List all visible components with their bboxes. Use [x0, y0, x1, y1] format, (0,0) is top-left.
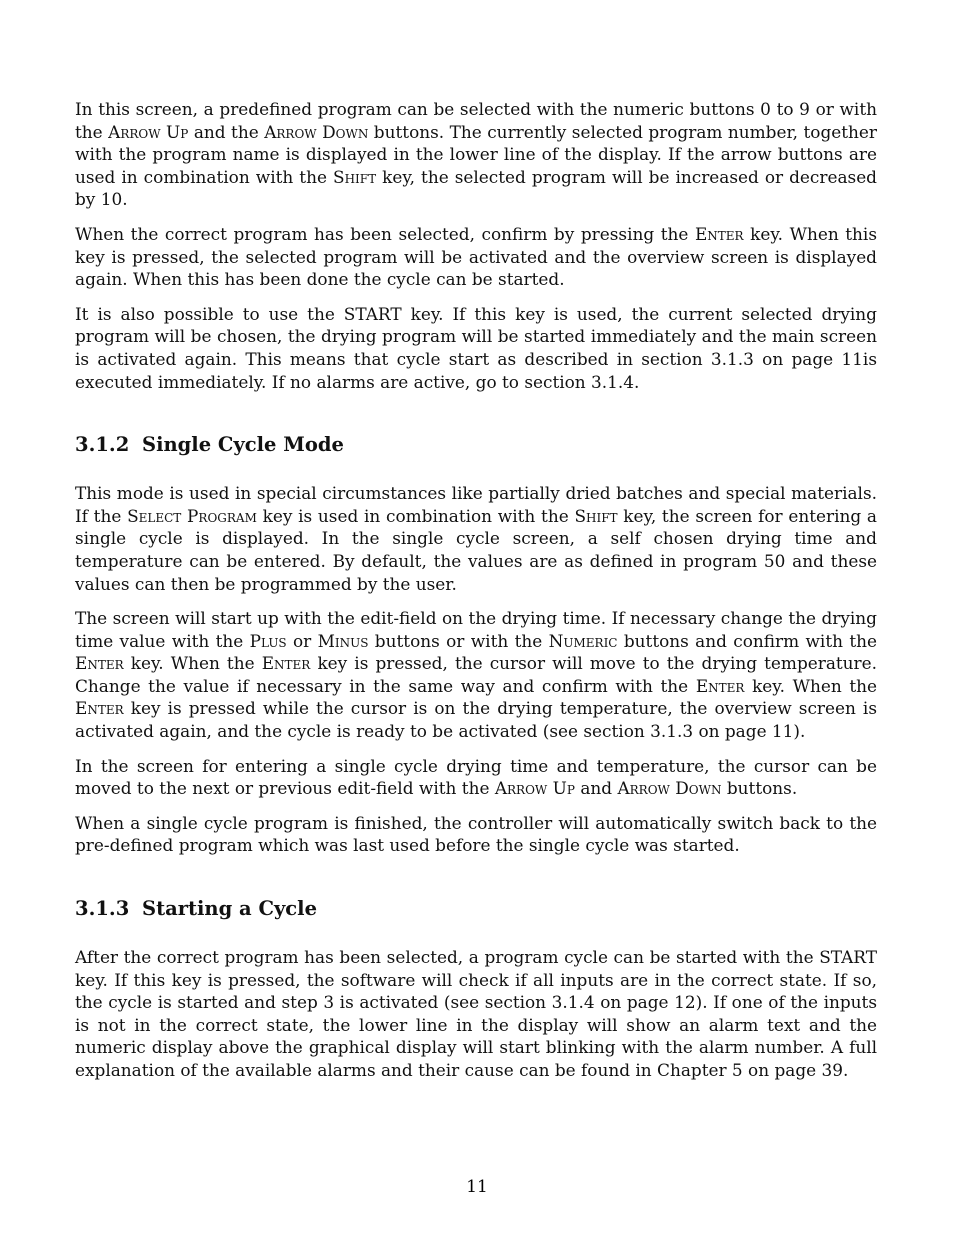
page-number: 11: [466, 1176, 488, 1196]
key-name: Arrow Up: [494, 778, 575, 799]
key-name: Enter: [694, 223, 744, 244]
key-name: Minus: [317, 630, 369, 651]
section-number: 3.1.2: [75, 433, 130, 457]
section-number: 3.1.3: [75, 897, 130, 921]
key-name: Enter: [75, 653, 124, 674]
key-name: Shift: [574, 505, 618, 526]
section-title: Starting a Cycle: [142, 897, 317, 921]
document-body: [75, 98, 877, 1094]
key-name: Shift: [333, 166, 377, 187]
paragraph-program-selection: In this screen, a predefined program can be selected with the numeric buttons 0 to 9 or with the Arrow Up and the Arrow Down buttons. The currently selected program number, together with the program name is displayed in the lower line of the display. If the arrow buttons are used in combination with the Shift key, the selected program will be increased or decreased by 10.: [75, 99, 878, 210]
paragraph-single-cycle-finished: When a single cycle program is finished, the controller will automatically switch back to the pre-defined program which was last used before the single cycle was started.: [75, 812, 877, 856]
paragraph-confirm-program: When the correct program has been selected, confirm by pressing the Enter key. When this key is pressed, the selected program will be activated and the overview screen is displayed again. When this has been done the cycle can be started.: [75, 223, 877, 290]
paragraph-starting-cycle: After the correct program has been selected, a program cycle can be started with the START key. If this key is pressed, the software will check if all inputs are in the correct state. If so, the cycle is started and step 3 is activated (see section 3.1.4 on page 12). If one of the inputs is not in the correct state, the lower line in the display will show an alarm text and the numeric display above the graphical display will start blinking with the alarm number. A full explanation of the available alarms and their cause can be found in Chapter 5 on page 39.: [75, 947, 877, 1080]
key-name: Numeric: [548, 630, 618, 651]
paragraph-start-key: It is also possible to use the START key. If this key is used, the current selected drying program will be chosen, the drying program will be started immediately and the main screen is activated again. This means that cycle start as described in section 3.1.3 on page 11is executed immediately. If no alarms are active, go to section 3.1.4.: [75, 303, 877, 392]
section-title: Single Cycle Mode: [142, 433, 344, 457]
key-name: Enter: [261, 653, 311, 674]
section-heading-single-cycle-mode: [75, 433, 877, 457]
key-name: Arrow Down: [617, 778, 722, 799]
key-name: Enter: [695, 675, 745, 696]
key-name: Arrow Up: [108, 121, 189, 142]
key-name: Arrow Down: [264, 121, 369, 142]
paragraph-single-cycle-intro: This mode is used in special circumstances like partially dried batches and special materials. If the Select Program key is used in combination with the Shift key, the screen for entering a single cycle is displayed. In the single cycle screen, a self chosen drying time and temperature can be entered. By default, the values are as defined in program 50 and these values can then be programmed by the user.: [75, 483, 877, 594]
paragraph-cursor-movement: In the screen for entering a single cycle drying time and temperature, the cursor can be moved to the next or previous edit-field with the Arrow Up and Arrow Down buttons.: [75, 755, 877, 799]
paragraph-edit-field: The screen will start up with the edit-field on the drying time. If necessary change the drying time value with the Plus or Minus buttons or with the Numeric buttons and confirm with the Enter key. When the Enter key is pressed, the cursor will move to the drying temperature. Change the value if necessary in the same way and confirm with the Enter key. When the Enter key is pressed while the cursor is on the drying temperature, the overview screen is activated again, and the cycle is ready to be activated (see section 3.1.3 on page 11).: [75, 608, 877, 742]
section-heading-starting-a-cycle: [75, 897, 877, 921]
key-name: Enter: [75, 698, 124, 719]
key-name: Select Program: [127, 505, 257, 526]
key-name: Plus: [249, 630, 287, 651]
